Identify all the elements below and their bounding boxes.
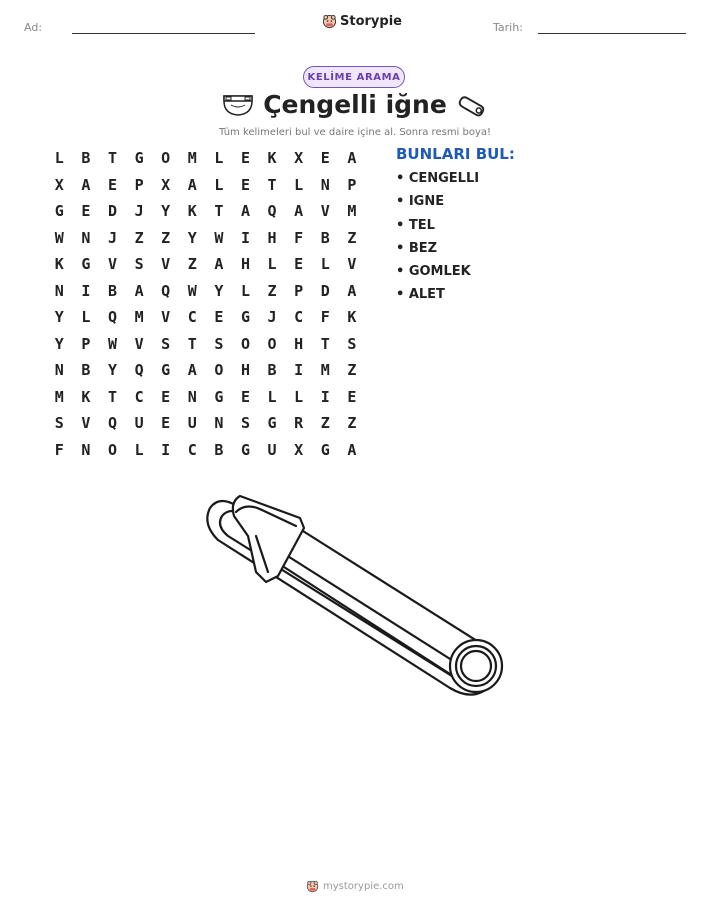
grid-letter[interactable]: P [81,334,91,353]
grid-letter[interactable]: Y [54,308,64,327]
grid-letter[interactable]: H [240,255,250,274]
grid-letter[interactable]: W [107,334,117,353]
grid-row [46,304,365,331]
grid-letter[interactable]: A [214,255,224,274]
safety-pin-illustration [200,488,510,703]
grid-letter[interactable]: E [240,175,250,194]
grid-letter[interactable]: J [134,202,144,221]
grid-letter[interactable]: K [267,149,277,168]
grid-letter[interactable]: C [134,387,144,406]
grid-letter[interactable]: I [161,440,171,459]
grid-letter[interactable]: Z [347,414,357,433]
grid-letter[interactable]: U [134,414,144,433]
grid-letter[interactable]: L [267,255,277,274]
grid-letter[interactable]: K [187,202,197,221]
grid-row [46,357,365,384]
brand-logo [322,14,402,29]
grid-letter[interactable]: Z [347,361,357,380]
grid-letter[interactable]: G [54,202,64,221]
grid-letter[interactable]: J [267,308,277,327]
grid-letter[interactable]: V [134,334,144,353]
grid-letter[interactable]: F [320,308,330,327]
grid-letter[interactable]: E [240,387,250,406]
grid-letter[interactable]: A [187,361,197,380]
grid-letter[interactable]: A [347,149,357,168]
grid-letter[interactable]: T [320,334,330,353]
grid-letter[interactable]: E [161,414,171,433]
grid-letter[interactable]: Q [161,281,171,300]
grid-letter[interactable]: Q [107,414,117,433]
grid-letter[interactable]: O [240,334,250,353]
grid-letter[interactable]: Z [161,228,171,247]
grid-letter[interactable]: I [320,387,330,406]
grid-letter[interactable]: S [161,334,171,353]
grid-letter[interactable]: H [240,361,250,380]
grid-letter[interactable]: L [294,175,304,194]
grid-letter[interactable]: Y [214,281,224,300]
grid-letter[interactable]: Q [107,308,117,327]
grid-row [46,384,365,411]
date-field[interactable] [538,33,686,34]
grid-letter[interactable]: P [294,281,304,300]
grid-row [46,278,365,305]
grid-row [46,437,365,464]
grid-letter[interactable]: W [214,228,224,247]
grid-letter[interactable]: M [320,361,330,380]
grid-letter[interactable]: A [347,281,357,300]
grid-letter[interactable]: X [294,149,304,168]
grid-letter[interactable]: E [161,387,171,406]
word-list-item: • BEZ [396,240,438,256]
grid-letter[interactable]: V [81,414,91,433]
grid-letter[interactable]: E [294,255,304,274]
grid-letter[interactable]: N [320,175,330,194]
grid-letter[interactable]: F [54,440,64,459]
grid-letter[interactable]: D [320,281,330,300]
grid-letter[interactable]: S [54,414,64,433]
word-list [396,171,479,311]
grid-letter[interactable]: M [54,387,64,406]
grid-letter[interactable]: H [294,334,304,353]
grid-letter[interactable]: G [240,440,250,459]
grid-letter[interactable]: Q [134,361,144,380]
grid-letter[interactable]: Z [347,228,357,247]
grid-letter[interactable]: O [107,440,117,459]
grid-letter[interactable]: I [294,361,304,380]
grid-letter[interactable]: F [294,228,304,247]
instructions: Tüm kelimeleri bul ve daire içine al. Sonra resmi boya! [218,127,492,138]
grid-letter[interactable]: Y [187,228,197,247]
grid-letter[interactable]: Z [134,228,144,247]
grid-letter[interactable]: E [81,202,91,221]
grid-letter[interactable]: O [267,334,277,353]
grid-letter[interactable]: M [187,149,197,168]
grid-letter[interactable]: Q [267,202,277,221]
letter-grid[interactable] [46,145,365,463]
grid-letter[interactable]: C [187,440,197,459]
grid-letter[interactable]: L [54,149,64,168]
grid-letter[interactable]: G [240,308,250,327]
grid-letter[interactable]: I [240,228,250,247]
grid-letter[interactable]: A [347,440,357,459]
grid-letter[interactable]: L [214,175,224,194]
grid-letter[interactable]: V [161,308,171,327]
grid-letter[interactable]: K [54,255,64,274]
grid-letter[interactable]: A [240,202,250,221]
grid-letter[interactable]: G [320,440,330,459]
grid-letter[interactable]: N [81,228,91,247]
grid-letter[interactable]: S [240,414,250,433]
grid-letter[interactable]: G [161,361,171,380]
footer [306,880,404,893]
grid-letter[interactable]: A [187,175,197,194]
grid-letter[interactable]: E [347,387,357,406]
grid-letter[interactable]: T [267,175,277,194]
word-list-item: • CENGELLI [396,171,480,186]
grid-letter[interactable]: C [187,308,197,327]
grid-letter[interactable]: J [107,228,117,247]
grid-letter[interactable]: B [81,361,91,380]
grid-letter[interactable]: T [107,387,117,406]
grid-letter[interactable]: V [347,255,357,274]
grid-letter[interactable]: L [81,308,91,327]
grid-letter[interactable]: G [267,414,277,433]
grid-letter[interactable]: H [267,228,277,247]
grid-letter[interactable]: O [161,149,171,168]
grid-letter[interactable]: N [187,387,197,406]
grid-letter[interactable]: D [107,202,117,221]
grid-letter[interactable]: K [81,387,91,406]
grid-letter[interactable]: E [107,175,117,194]
grid-letter[interactable]: Y [54,334,64,353]
grid-letter[interactable]: N [214,414,224,433]
grid-letter[interactable]: Y [161,202,171,221]
grid-letter[interactable]: P [134,175,144,194]
grid-letter[interactable]: P [347,175,357,194]
grid-letter[interactable]: W [54,228,64,247]
grid-letter[interactable]: L [214,149,224,168]
grid-letter[interactable]: Z [320,414,330,433]
grid-letter[interactable]: S [134,255,144,274]
grid-row [46,331,365,358]
grid-letter[interactable]: A [81,175,91,194]
grid-letter[interactable]: N [54,281,64,300]
word-list-title: BUNLARI BUL: [396,145,515,163]
grid-letter[interactable]: Z [187,255,197,274]
mascot-icon [322,14,337,29]
grid-letter[interactable]: N [54,361,64,380]
grid-letter[interactable]: E [240,149,250,168]
name-label: Ad: [24,21,43,34]
grid-letter[interactable]: L [134,440,144,459]
grid-row [46,172,365,199]
grid-letter[interactable]: M [134,308,144,327]
mascot-icon [306,880,319,893]
grid-letter[interactable]: A [134,281,144,300]
grid-letter[interactable]: V [107,255,117,274]
grid-letter[interactable]: T [107,149,117,168]
grid-letter[interactable]: C [294,308,304,327]
safety-pin-small-icon [456,95,486,117]
grid-letter[interactable]: X [161,175,171,194]
grid-letter[interactable]: L [294,387,304,406]
grid-letter[interactable]: L [240,281,250,300]
grid-letter[interactable]: G [81,255,91,274]
grid-letter[interactable]: R [294,414,304,433]
grid-row [46,225,365,252]
footer-url[interactable]: mystorypie.com [323,881,404,892]
grid-letter[interactable]: W [187,281,197,300]
grid-letter[interactable]: E [320,149,330,168]
grid-letter[interactable]: G [214,387,224,406]
grid-row [46,145,365,172]
grid-row [46,251,365,278]
puzzle-type-badge: KELİME ARAMA [303,66,405,88]
grid-letter[interactable]: U [267,440,277,459]
word-list-item: • TEL [396,217,435,233]
grid-letter[interactable]: X [54,175,64,194]
grid-letter[interactable]: S [347,334,357,353]
grid-letter[interactable]: B [320,228,330,247]
grid-letter[interactable]: Y [107,361,117,380]
name-field[interactable] [72,33,255,34]
word-list-item: • GOMLEK [396,264,471,280]
grid-letter[interactable]: Z [267,281,277,300]
grid-row [46,198,365,225]
grid-letter[interactable]: N [81,440,91,459]
grid-letter[interactable]: E [214,308,224,327]
grid-letter[interactable]: B [267,361,277,380]
grid-letter[interactable]: O [214,361,224,380]
grid-letter[interactable]: X [294,440,304,459]
grid-letter[interactable]: B [214,440,224,459]
grid-row [46,410,365,437]
grid-letter[interactable]: V [161,255,171,274]
grid-letter[interactable]: L [267,387,277,406]
grid-letter[interactable]: U [187,414,197,433]
grid-letter[interactable]: B [107,281,117,300]
brand-name: Storypie [340,14,402,29]
grid-letter[interactable]: B [81,149,91,168]
grid-letter[interactable]: M [347,202,357,221]
word-list-item: • IGNE [396,194,445,210]
grid-letter[interactable]: G [134,149,144,168]
grid-letter[interactable]: I [81,281,91,300]
date-label: Tarih: [493,21,523,34]
page-title: Çengelli iğne [263,90,447,119]
grid-letter[interactable]: L [320,255,330,274]
grid-letter[interactable]: T [187,334,197,353]
word-list-item: • ALET [396,287,445,303]
grid-letter[interactable]: A [294,202,304,221]
grid-letter[interactable]: K [347,308,357,327]
grid-letter[interactable]: T [214,202,224,221]
grid-letter[interactable]: V [320,202,330,221]
grid-letter[interactable]: S [214,334,224,353]
